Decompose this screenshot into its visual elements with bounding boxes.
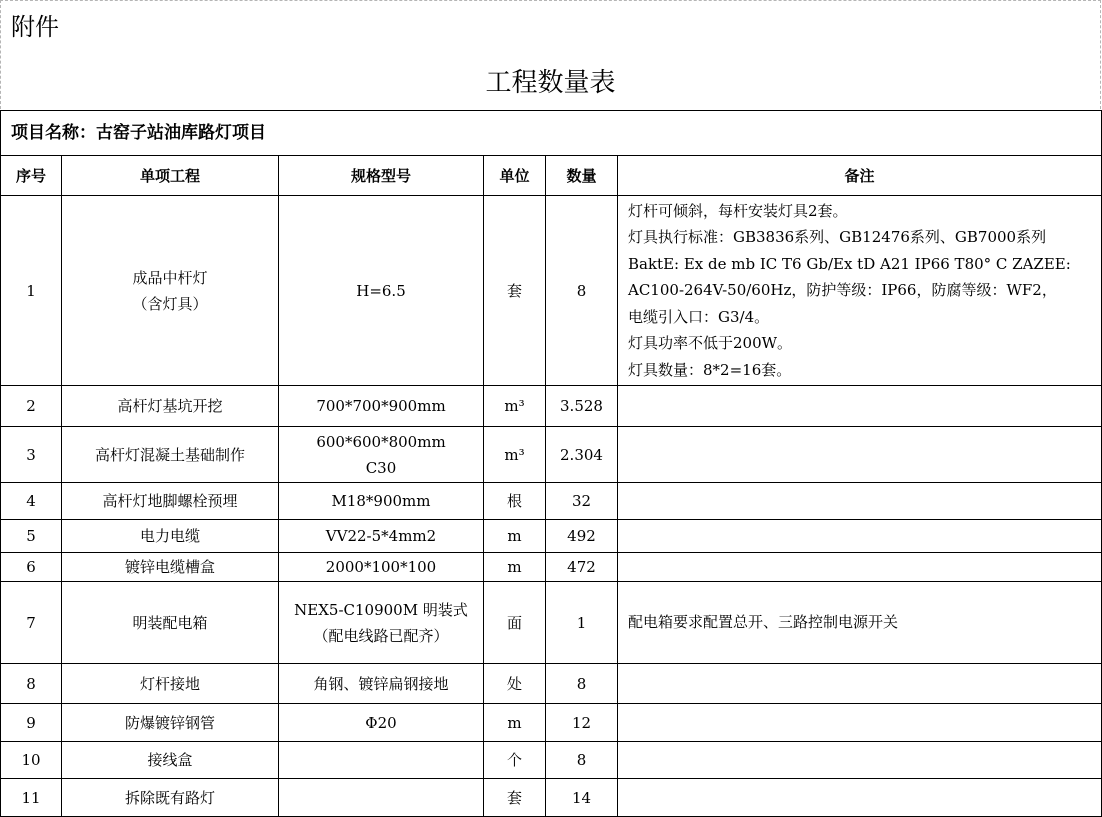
cell-no: 6 bbox=[1, 553, 62, 582]
cell-unit: 处 bbox=[484, 664, 546, 704]
cell-note bbox=[618, 742, 1102, 779]
cell-no: 10 bbox=[1, 742, 62, 779]
cell-unit: 套 bbox=[484, 196, 546, 386]
table-row bbox=[1, 664, 1102, 704]
cell-item-line: 灯杆接地 bbox=[139, 674, 200, 693]
cell-item-line: 明装配电箱 bbox=[132, 613, 208, 632]
cell-spec-line: 700*700*900mm bbox=[316, 397, 446, 415]
cell-unit: 个 bbox=[484, 742, 546, 779]
cell-spec bbox=[279, 779, 484, 817]
cell-qty: 8 bbox=[546, 742, 618, 779]
cell-item-line: 高杆灯混凝土基础制作 bbox=[94, 445, 245, 464]
cell-item bbox=[62, 386, 279, 427]
cell-note bbox=[618, 779, 1102, 817]
cell-note bbox=[618, 553, 1102, 582]
header-qty: 数量 bbox=[546, 156, 618, 196]
cell-qty: 8 bbox=[546, 664, 618, 704]
cell-no: 5 bbox=[1, 520, 62, 553]
cell-item bbox=[62, 582, 279, 664]
cell-qty: 3.528 bbox=[546, 386, 618, 427]
cell-note bbox=[618, 704, 1102, 742]
header-row bbox=[1, 156, 1102, 196]
cell-item bbox=[62, 427, 279, 483]
cell-spec bbox=[279, 553, 484, 582]
cell-item-line: 高杆灯地脚螺栓预埋 bbox=[102, 492, 238, 510]
cell-spec-line: 角钢、镀锌扁钢接地 bbox=[313, 674, 449, 693]
table-row bbox=[1, 520, 1102, 553]
cell-item bbox=[62, 553, 279, 582]
cell-spec bbox=[279, 742, 484, 779]
cell-unit: m bbox=[484, 704, 546, 742]
cell-spec-line: VV22-5*4mm2 bbox=[325, 527, 437, 545]
header-note: 备注 bbox=[618, 156, 1102, 196]
cell-item-line: 拆除既有路灯 bbox=[124, 788, 215, 807]
cell-spec-line: Φ20 bbox=[365, 713, 397, 732]
cell-note-line: 电缆引入口：G3/4。 bbox=[628, 307, 770, 326]
cell-spec bbox=[279, 196, 484, 386]
cell-qty: 8 bbox=[546, 196, 618, 386]
table-row bbox=[1, 386, 1102, 427]
cell-no: 7 bbox=[1, 582, 62, 664]
cell-spec-line: （配电线路已配齐） bbox=[313, 626, 449, 645]
cell-unit: m³ bbox=[484, 427, 546, 483]
cell-item bbox=[62, 520, 279, 553]
cell-spec bbox=[279, 427, 484, 483]
attachment-label: 附件 bbox=[11, 13, 59, 41]
cell-item-line: 镀锌电缆槽盒 bbox=[124, 558, 215, 576]
table-row bbox=[1, 704, 1102, 742]
table-row bbox=[1, 427, 1102, 483]
cell-item-line: （含灯具） bbox=[132, 294, 208, 313]
cell-note-line: 配电箱要求配置总开、三路控制电源开关 bbox=[628, 613, 899, 632]
cell-unit: m bbox=[484, 520, 546, 553]
cell-no: 3 bbox=[1, 427, 62, 483]
cell-spec bbox=[279, 582, 484, 664]
cell-unit: m³ bbox=[484, 386, 546, 427]
cell-item bbox=[62, 664, 279, 704]
header-unit: 单位 bbox=[484, 156, 546, 196]
cell-no: 11 bbox=[1, 779, 62, 817]
cell-note bbox=[618, 427, 1102, 483]
cell-item bbox=[62, 779, 279, 817]
cell-item bbox=[62, 742, 279, 779]
table-row bbox=[1, 196, 1102, 386]
table-row bbox=[1, 779, 1102, 817]
cell-qty: 472 bbox=[546, 553, 618, 582]
cell-qty: 492 bbox=[546, 520, 618, 553]
cell-no: 1 bbox=[1, 196, 62, 386]
cell-qty: 12 bbox=[546, 704, 618, 742]
table-row bbox=[1, 483, 1102, 520]
cell-spec bbox=[279, 704, 484, 742]
cell-no: 9 bbox=[1, 704, 62, 742]
cell-item-line: 电力电缆 bbox=[139, 527, 200, 545]
cell-note bbox=[618, 386, 1102, 427]
cell-note bbox=[618, 582, 1102, 664]
table-row bbox=[1, 553, 1102, 582]
cell-note-line: 灯具功率不低于200W。 bbox=[628, 334, 793, 353]
cell-no: 8 bbox=[1, 664, 62, 704]
cell-qty: 32 bbox=[546, 483, 618, 520]
cell-unit: 根 bbox=[484, 483, 546, 520]
cell-unit: m bbox=[484, 553, 546, 582]
page-title: 工程数量表 bbox=[485, 68, 616, 98]
cell-spec-line: M18*900mm bbox=[331, 492, 431, 510]
cell-note bbox=[618, 664, 1102, 704]
cell-qty: 1 bbox=[546, 582, 618, 664]
cell-no: 4 bbox=[1, 483, 62, 520]
cell-item-line: 防爆镀锌钢管 bbox=[124, 713, 215, 732]
cell-spec bbox=[279, 386, 484, 427]
cell-spec-line: C30 bbox=[365, 458, 397, 477]
cell-spec-line: NEX5-C10900M 明装式 bbox=[294, 600, 468, 619]
cell-spec bbox=[279, 483, 484, 520]
cell-unit: 面 bbox=[484, 582, 546, 664]
cell-item-line: 接线盒 bbox=[147, 751, 193, 769]
table-row bbox=[1, 582, 1102, 664]
cell-note-line: 灯杆可倾斜，每杆安装灯具2套。 bbox=[628, 201, 848, 220]
cell-item bbox=[62, 196, 279, 386]
project-row bbox=[1, 111, 1102, 156]
header-item: 单项工程 bbox=[62, 156, 279, 196]
cell-item-line: 高杆灯基坑开挖 bbox=[117, 397, 223, 415]
cell-item bbox=[62, 704, 279, 742]
header-spec: 规格型号 bbox=[279, 156, 484, 196]
cell-no: 2 bbox=[1, 386, 62, 427]
cell-item bbox=[62, 483, 279, 520]
cell-item-line: 成品中杆灯 bbox=[132, 268, 208, 287]
cell-note bbox=[618, 520, 1102, 553]
cell-spec-line: 600*600*800mm bbox=[316, 432, 446, 451]
cell-spec bbox=[279, 520, 484, 553]
cell-note bbox=[618, 483, 1102, 520]
quantity-table bbox=[0, 110, 1102, 817]
cell-note-line: 灯具执行标准：GB3836系列、GB12476系列、GB7000系列 bbox=[628, 228, 1047, 247]
cell-spec-line: H=6.5 bbox=[356, 281, 406, 300]
cell-note bbox=[618, 196, 1102, 386]
cell-spec-line: 2000*100*100 bbox=[325, 558, 437, 576]
header-no: 序号 bbox=[1, 156, 62, 196]
cell-note-line: 灯具数量：8*2=16套。 bbox=[628, 360, 792, 379]
cell-qty: 14 bbox=[546, 779, 618, 817]
table-row bbox=[1, 742, 1102, 779]
cell-qty: 2.304 bbox=[546, 427, 618, 483]
cell-note-line: AC100-264V-50/60Hz，防护等级：IP66，防腐等级：WF2， bbox=[628, 281, 1057, 300]
cell-unit: 套 bbox=[484, 779, 546, 817]
cell-spec bbox=[279, 664, 484, 704]
cell-note-line: BaktE: Ex de mb IC T6 Gb/Ex tD A21 IP66 T80° C ZAZEE: bbox=[628, 254, 1071, 273]
project-name: 项目名称：古窑子站油库路灯项目 bbox=[1, 111, 1102, 156]
